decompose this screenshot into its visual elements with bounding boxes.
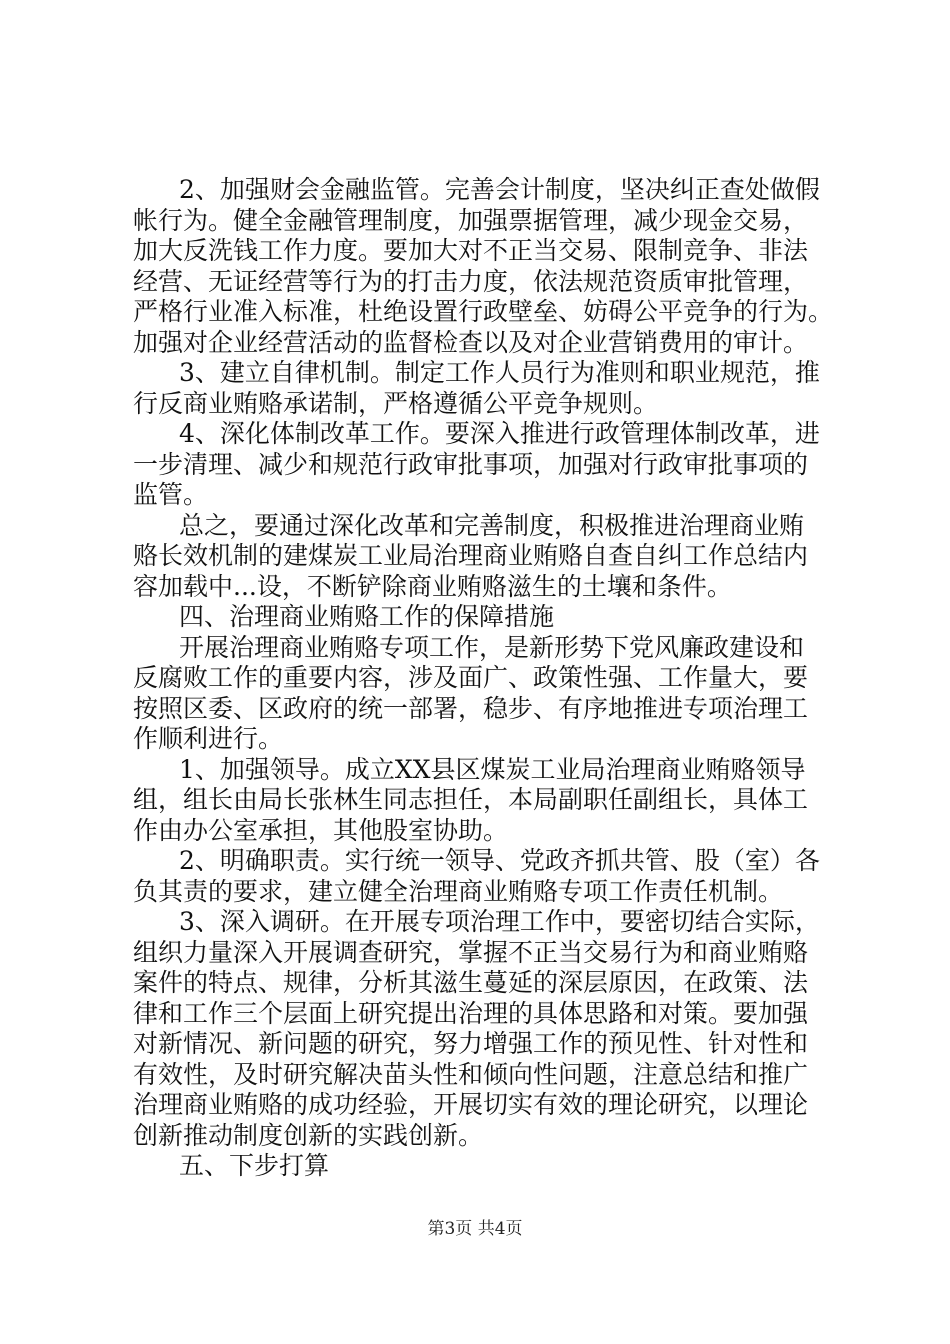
paragraph-line: 2、明确职责。实行统一领导、党政齐抓共管、股（室）各 (179, 846, 820, 875)
paragraph-line: 2、加强财会金融监管。完善会计制度，坚决纠正查处做假 (179, 175, 820, 204)
paragraph-line: 负其责的要求，建立健全治理商业贿赂专项工作责任机制。 (133, 877, 784, 906)
paragraph-line: 组织力量深入开展调查研究，掌握不正当交易行为和商业贿赂 (133, 938, 809, 967)
paragraph-line: 创新推动制度创新的实践创新。 (133, 1121, 484, 1150)
paragraph-line: 作由办公室承担，其他股室协助。 (133, 816, 509, 845)
paragraph-line: 反腐败工作的重要内容，涉及面广、政策性强、工作量大，要 (133, 663, 809, 692)
paragraph-line: 3、深入调研。在开展专项治理工作中，要密切结合实际， (179, 907, 820, 936)
paragraph-line: 加强对企业经营活动的监督检查以及对企业营销费用的审计。 (133, 328, 809, 357)
paragraph-line: 案件的特点、规律，分析其滋生蔓延的深层原因，在政策、法 (133, 968, 809, 997)
paragraph-line: 赂长效机制的建煤炭工业局治理商业贿赂自查自纠工作总结内 (133, 541, 809, 570)
paragraph-line: 监管。 (133, 480, 209, 509)
paragraph-line: 4、深化体制改革工作。要深入推进行政管理体制改革，进 (179, 419, 820, 448)
paragraph-line: 行反商业贿赂承诺制，严格遵循公平竞争规则。 (133, 389, 659, 418)
paragraph-line: 严格行业准入标准，杜绝设置行政壁垒、妨碍公平竞争的行为。 (133, 297, 834, 326)
paragraph-line: 总之，要通过深化改革和完善制度，积极推进治理商业贿 (179, 511, 805, 540)
paragraph-line: 开展治理商业贿赂专项工作，是新形势下党风廉政建设和 (179, 633, 805, 662)
paragraph-line: 作顺利进行。 (133, 724, 284, 753)
paragraph-line: 治理商业贿赂的成功经验，开展切实有效的理论研究，以理论 (133, 1090, 809, 1119)
paragraph-line: 1、加强领导。成立XX县区煤炭工业局治理商业贿赂领导 (179, 755, 806, 784)
paragraph-line: 对新情况、新问题的研究，努力增强工作的预见性、针对性和 (133, 1029, 809, 1058)
section-heading: 五、下步打算 (179, 1151, 330, 1180)
paragraph-line: 律和工作三个层面上研究提出治理的具体思路和对策。要加强 (133, 999, 809, 1028)
paragraph-line: 一步清理、减少和规范行政审批事项，加强对行政审批事项的 (133, 450, 809, 479)
page-number-footer: 第3页 共4页 (427, 1219, 523, 1239)
paragraph-line: 3、建立自律机制。制定工作人员行为准则和职业规范，推 (179, 358, 820, 387)
section-heading: 四、治理商业贿赂工作的保障措施 (179, 602, 555, 631)
paragraph-line: 容加载中...设，不断铲除商业贿赂滋生的土壤和条件。 (133, 572, 732, 601)
paragraph-line: 按照区委、区政府的统一部署，稳步、有序地推进专项治理工 (133, 694, 809, 723)
paragraph-line: 帐行为。健全金融管理制度，加强票据管理，减少现金交易， (133, 206, 809, 235)
paragraph-line: 加大反洗钱工作力度。要加大对不正当交易、限制竞争、非法 (133, 236, 809, 265)
paragraph-line: 有效性，及时研究解决苗头性和倾向性问题，注意总结和推广 (133, 1060, 809, 1089)
paragraph-line: 组，组长由局长张林生同志担任，本局副职任副组长，具体工 (133, 785, 809, 814)
paragraph-line: 经营、无证经营等行为的打击力度，依法规范资质审批管理， (133, 267, 809, 296)
